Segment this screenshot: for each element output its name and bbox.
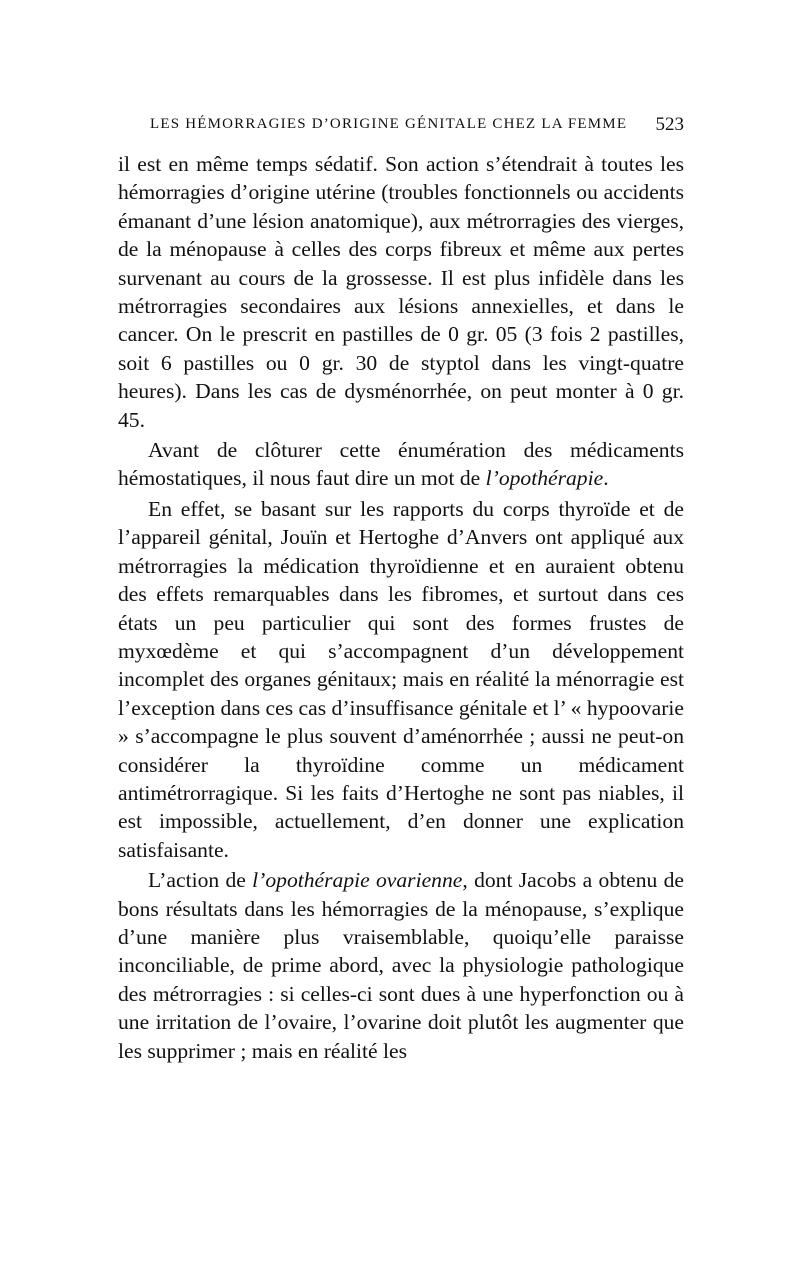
text-segment: Avant de clôturer cette énumération des médicaments hémostatiques, il nous faut dire un mot de	[118, 438, 684, 491]
body-text	[118, 150, 684, 1065]
running-title: LES HÉMORRAGIES D’ORIGINE GÉNITALE CHEZ LA FEMME	[150, 116, 628, 132]
page-number: 523	[655, 114, 684, 135]
text-segment: .	[603, 466, 609, 491]
paragraph	[118, 495, 684, 864]
italic-text-segment: l’opothérapie	[485, 466, 604, 491]
paragraph	[118, 436, 684, 493]
paragraph	[118, 866, 684, 1065]
text-segment: L’action de	[148, 868, 253, 893]
italic-text-segment: l’opothérapie ovarienne	[252, 868, 463, 893]
running-head	[150, 116, 684, 140]
text-segment: En effet, se basant sur les rapports du corps thyroïde et de l’appareil génital, Jouïn et Hertoghe d’Anvers ont appliqué aux métrorragies la médication thyroïdienne et en auraient obtenu des effets remarquables dans les fibromes, et surtout dans ces états un peu particulier qui sont des formes frustes de myxœdème et qui s’accompagnent d’un développement incomplet des organes génitaux; mais en réalité la ménorragie est l’exception dans ces cas d’insuffisance génitale et l’ « hypoovarie » s’accompagne le plus souvent d’aménorrhée ; aussi ne peut-on considérer la thyroïdine comme un médicament antimétrorragique. Si les faits d’Hertoghe ne sont pas niables, il est impossible, actuellement, d’en donner une explication satisfaisante.	[118, 496, 684, 862]
text-segment: il est en même temps sédatif. Son action s’étendrait à toutes les hémorragies d’origine utérine (troubles fonctionnels ou accidents émanant d’une lésion anatomique), aux métrorragies des vierges, de la ménopause à celles des corps fibreux et même aux pertes survenant au cours de la grossesse. Il est plus infidèle dans les métrorragies secondaires aux lésions annexielles, et dans le cancer. On le prescrit en pastilles de 0 gr. 05 (3 fois 2 pastilles, soit 6 pastilles ou 0 gr. 30 de styptol dans les vingt-quatre heures). Dans les cas de dysménorrhée, on peut monter à 0 gr. 45.	[118, 152, 684, 432]
paragraph	[118, 150, 684, 434]
text-segment: , dont Jacobs a obtenu de bons résultats dans les hémorragies de la ménopause, s’explique d’une manière plus vraisemblable, quoiqu’elle paraisse inconciliable, de prime abord, avec la physiologie pathologique des métrorragies : si celles-ci sont dues à une hyperfonction ou à une irritation de l’ovaire, l’ovarine doit plutôt les augmenter que les supprimer ; mais en réalité les	[118, 868, 684, 1063]
